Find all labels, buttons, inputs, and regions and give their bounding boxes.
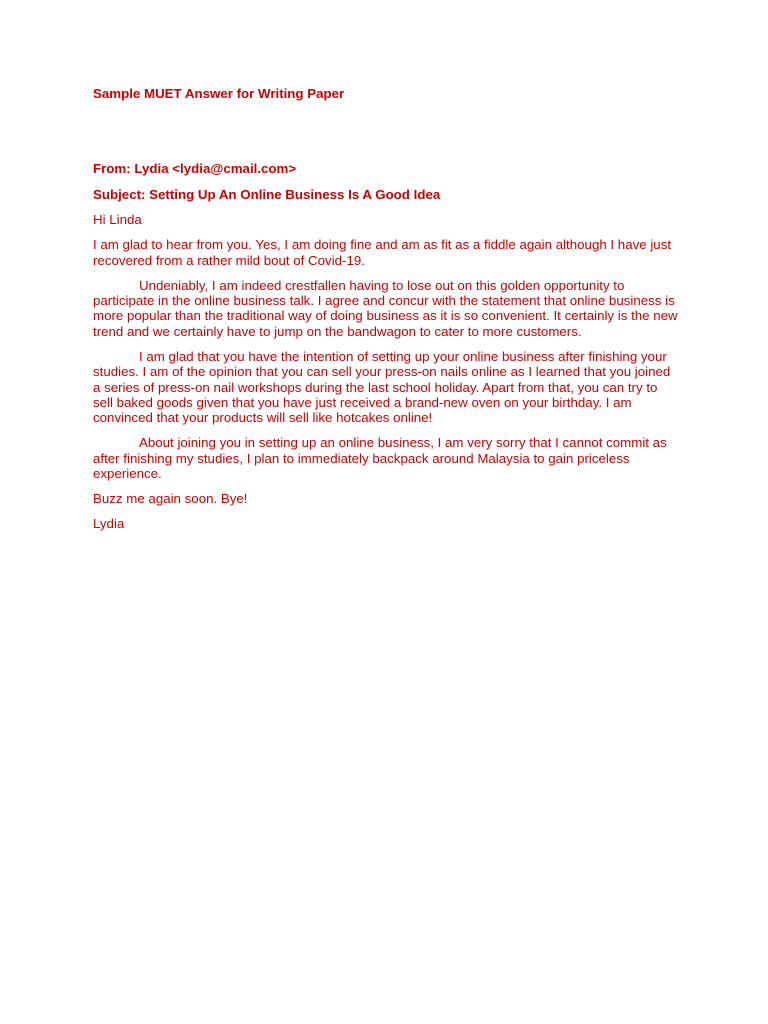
paragraph-body-2: I am glad that you have the intention of setting up your online business after finishing your studies. I am of the opinion that you can sell your press-on nails online as I learned that you joined a series of press-on nail workshops during the last school holiday. Apart from that, you can try to sell baked goods given that you have just received a brand-new oven on your birthday. I am convinced that your products will sell like hotcakes online! [93, 348, 671, 426]
email-from-line: From: Lydia <lydia@cmail.com> [93, 161, 297, 177]
document-page [93, 86, 678, 541]
paragraph-body-3: About joining you in setting up an online business, I am very sorry that I cannot commit as after finishing my studies, I plan to immediately backpack around Malaysia to gain priceless experience. [93, 435, 667, 482]
email-subject-line: Subject: Setting Up An Online Business Is A Good Idea [93, 186, 441, 202]
paragraph-intro: I am glad to hear from you. Yes, I am doing fine and am as fit as a fiddle again although I have just recovered from a rather mild bout of Covid-19. [93, 237, 672, 268]
document-title: Sample MUET Answer for Writing Paper [93, 86, 345, 101]
signature: Lydia [93, 516, 125, 532]
paragraph-body-1: Undeniably, I am indeed crestfallen having to lose out on this golden opportunity to participate in the online business talk. I agree and concur with the statement that online business is more popular than the traditional way of doing business as it is so convenient. It certainly is the new trend and we certainly have to jump on the bandwagon to cater to more customers. [93, 277, 678, 339]
greeting: Hi Linda [93, 212, 142, 228]
closing-line: Buzz me again soon. Bye! [93, 491, 248, 507]
